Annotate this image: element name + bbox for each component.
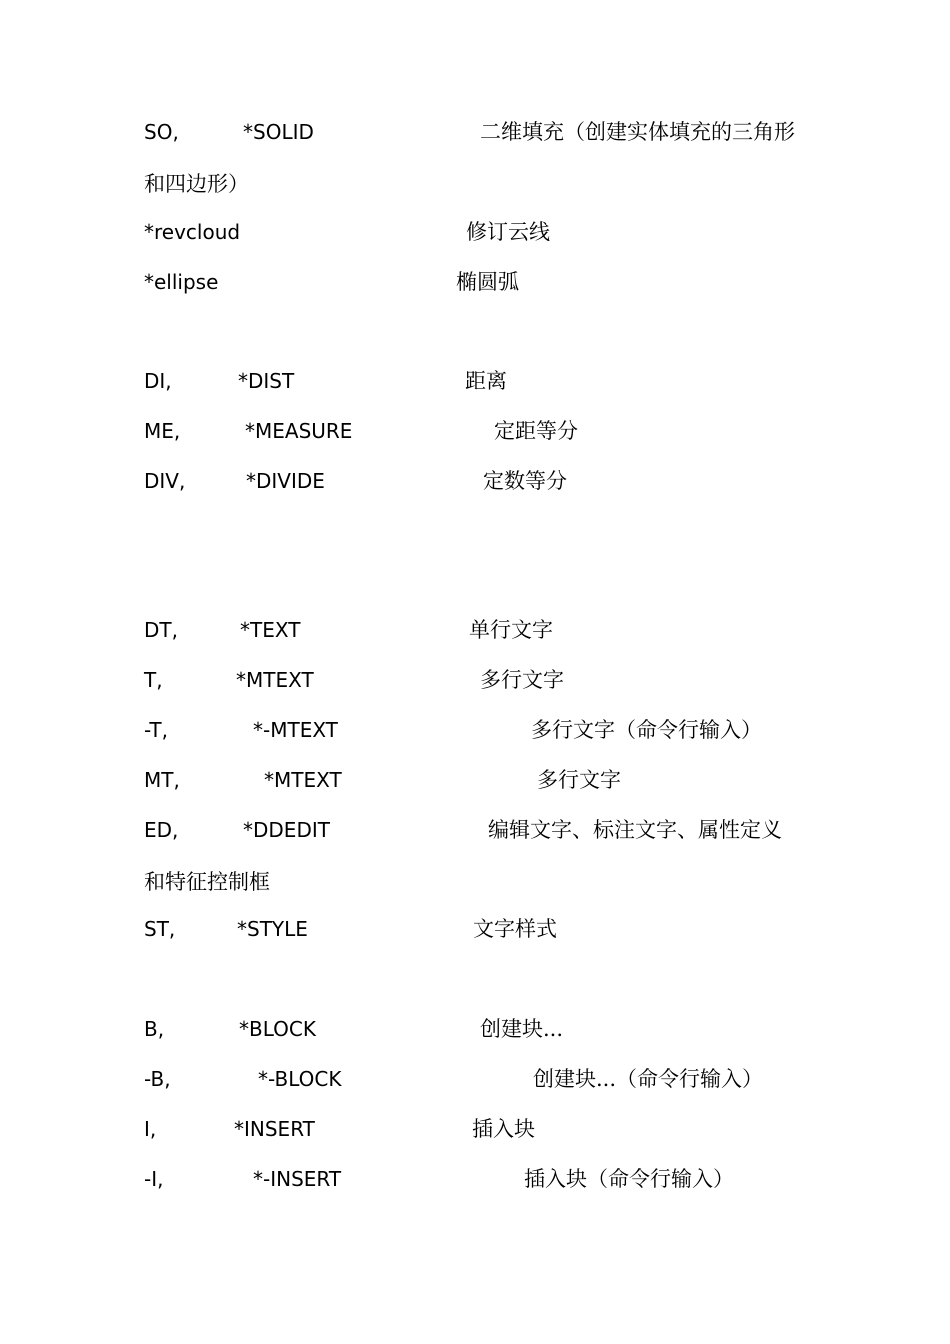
line-revcloud: [0, 214, 950, 250]
description: 定距等分: [494, 419, 578, 443]
line-dist: [0, 363, 950, 399]
line-divide: [0, 463, 950, 499]
command: *DDEDIT: [243, 818, 330, 842]
alias: T,: [144, 668, 163, 692]
alias: -I,: [144, 1167, 164, 1191]
description: 多行文字: [480, 668, 564, 692]
alias: DT,: [144, 618, 178, 642]
description: 二维填充（创建实体填充的三角形: [480, 120, 795, 144]
line-solid: [0, 114, 950, 150]
command: *STYLE: [237, 917, 308, 941]
description: 修订云线: [466, 220, 550, 244]
description: 创建块...（命令行输入）: [533, 1067, 764, 1091]
command: *-INSERT: [253, 1167, 342, 1191]
description: 距离: [465, 369, 507, 393]
command: *ellipse: [144, 270, 219, 294]
line-solid-continuation: [0, 166, 950, 202]
line-insert-cmd: [0, 1161, 950, 1197]
description: 编辑文字、标注文字、属性定义: [488, 818, 782, 842]
alias: ME,: [144, 419, 181, 443]
line-style: [0, 911, 950, 947]
alias: MT,: [144, 768, 180, 792]
alias: DIV,: [144, 469, 186, 493]
command: *-BLOCK: [258, 1067, 342, 1091]
command: *MTEXT: [236, 668, 314, 692]
description: 多行文字（命令行输入）: [531, 718, 762, 742]
command: *revcloud: [144, 220, 241, 244]
command: *DIST: [238, 369, 295, 393]
command: *MTEXT: [264, 768, 342, 792]
description: 文字样式: [473, 917, 557, 941]
command: *BLOCK: [239, 1017, 316, 1041]
description: 椭圆弧: [456, 270, 519, 294]
alias: -B,: [144, 1067, 171, 1091]
line-block: [0, 1011, 950, 1047]
alias: B,: [144, 1017, 165, 1041]
alias: ST,: [144, 917, 176, 941]
description: 创建块...: [480, 1017, 564, 1041]
alias: I,: [144, 1117, 157, 1141]
line-ddedit-continuation: [0, 864, 950, 900]
description-continuation: 和特征控制框: [144, 870, 270, 894]
line-mtext-cmd: [0, 712, 950, 748]
alias: SO,: [144, 120, 179, 144]
command: *MEASURE: [245, 419, 353, 443]
command: *SOLID: [243, 120, 314, 144]
description: 多行文字: [537, 768, 621, 792]
line-block-cmd: [0, 1061, 950, 1097]
line-mtext: [0, 662, 950, 698]
command: *-MTEXT: [253, 718, 338, 742]
command: *INSERT: [234, 1117, 315, 1141]
line-mt: [0, 762, 950, 798]
description: 定数等分: [483, 469, 567, 493]
line-text: [0, 612, 950, 648]
description-continuation: 和四边形）: [144, 172, 249, 196]
command: *TEXT: [240, 618, 301, 642]
description: 插入块: [472, 1117, 535, 1141]
description: 单行文字: [469, 618, 553, 642]
command: *DIVIDE: [246, 469, 325, 493]
line-ellipse: [0, 264, 950, 300]
alias: ED,: [144, 818, 179, 842]
line-ddedit: [0, 812, 950, 848]
line-measure: [0, 413, 950, 449]
line-insert: [0, 1111, 950, 1147]
alias: DI,: [144, 369, 172, 393]
alias: -T,: [144, 718, 168, 742]
description: 插入块（命令行输入）: [524, 1167, 734, 1191]
